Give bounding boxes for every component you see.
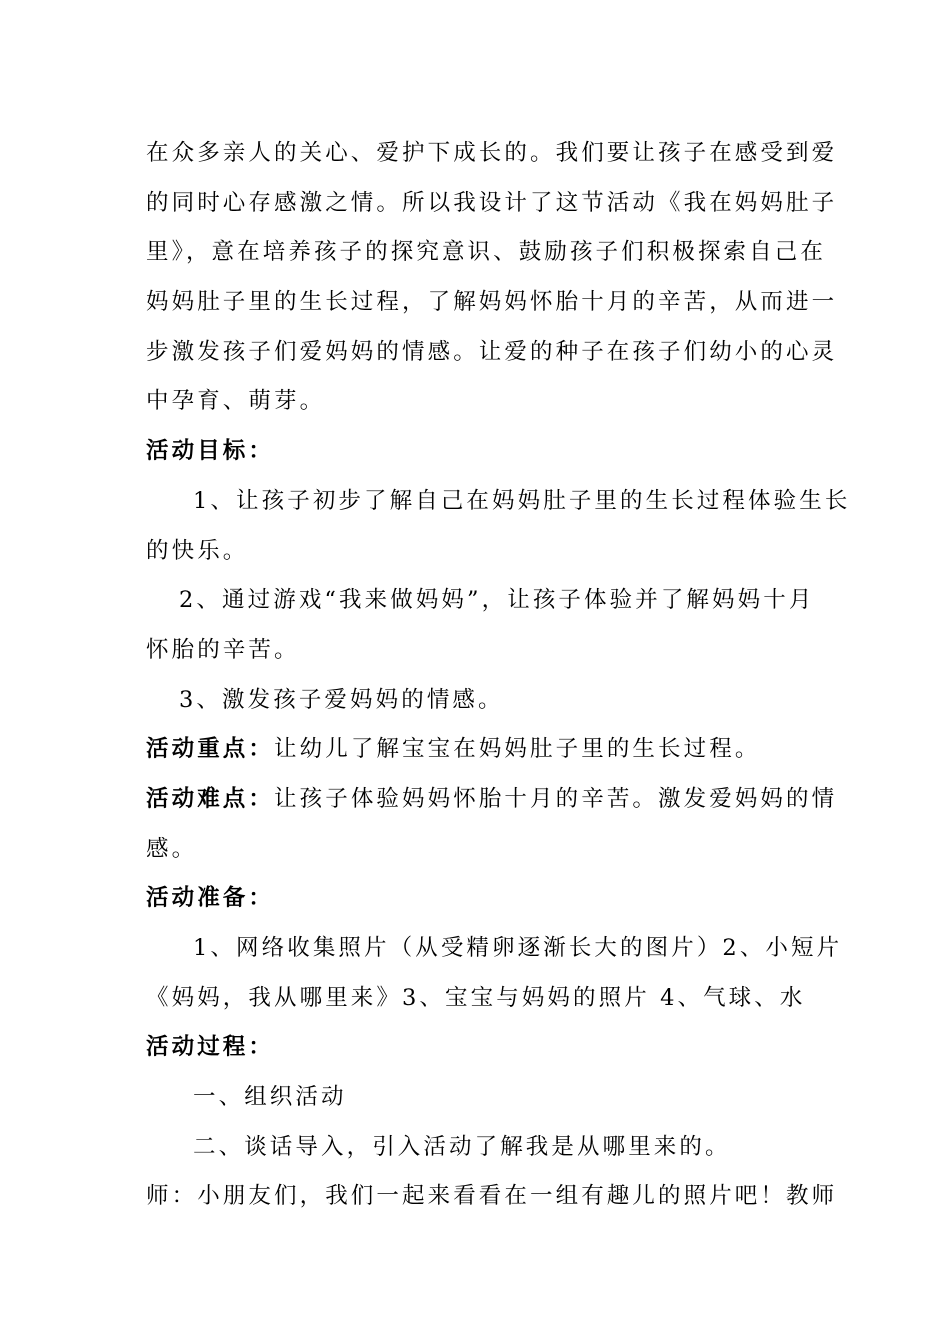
intro-line: 中孕育、萌芽。 — [146, 388, 326, 415]
goal-item-2: 2、通过游戏“我来做妈妈”，让孩子体验并了解妈妈十月 — [179, 587, 815, 614]
teacher-line: 师：小朋友们，我们一起来看看在一组有趣儿的照片吧！教师 — [146, 1183, 838, 1210]
difficulty-text: 让孩子体验妈妈怀胎十月的辛苦。激发爱妈妈的情 — [274, 785, 838, 812]
goal-item-1-cont: 的快乐。 — [146, 537, 249, 564]
intro-line: 妈妈肚子里的生长过程，了解妈妈怀胎十月的辛苦，从而进一 — [146, 289, 838, 316]
document-body — [146, 129, 851, 1222]
preparation-line: 1、网络收集照片（从受精卵逐渐长大的图片）2、小短片 — [193, 935, 843, 961]
process-heading: 活动过程： — [146, 1034, 275, 1061]
key-point-line — [146, 725, 806, 775]
goal-item-2-cont: 怀胎的辛苦。 — [146, 636, 300, 663]
goals-heading: 活动目标： — [146, 438, 275, 465]
difficulty-label: 活动难点： — [146, 785, 275, 812]
key-point-label: 活动重点： — [146, 736, 275, 763]
difficulty-line — [146, 775, 838, 825]
process-step-1: 一、组织活动 — [193, 1084, 347, 1111]
difficulty-cont: 感。 — [146, 835, 198, 862]
intro-line: 里》，意在培养孩子的探究意识、鼓励孩子们积极探索自己在 — [146, 239, 826, 266]
goal-item-1: 1、让孩子初步了解自己在妈妈肚子里的生长过程体验生长 — [193, 487, 851, 514]
preparation-heading: 活动准备： — [146, 885, 275, 912]
preparation-line: 《妈妈，我从哪里来》3、宝宝与妈妈的照片 4、气球、水 — [146, 984, 806, 1011]
goal-item-3: 3、激发孩子爱妈妈的情感。 — [179, 686, 504, 713]
intro-line: 在众多亲人的关心、爱护下成长的。我们要让孩子在感受到爱 — [146, 140, 838, 166]
intro-line: 的同时心存感激之情。所以我设计了这节活动《我在妈妈肚子 — [146, 189, 838, 216]
process-step-2: 二、谈话导入，引入活动了解我是从哪里来的。 — [193, 1133, 731, 1160]
key-point-text: 让幼儿了解宝宝在妈妈肚子里的生长过程。 — [274, 736, 761, 763]
intro-line: 步激发孩子们爱妈妈的情感。让爱的种子在孩子们幼小的心灵 — [146, 338, 838, 365]
